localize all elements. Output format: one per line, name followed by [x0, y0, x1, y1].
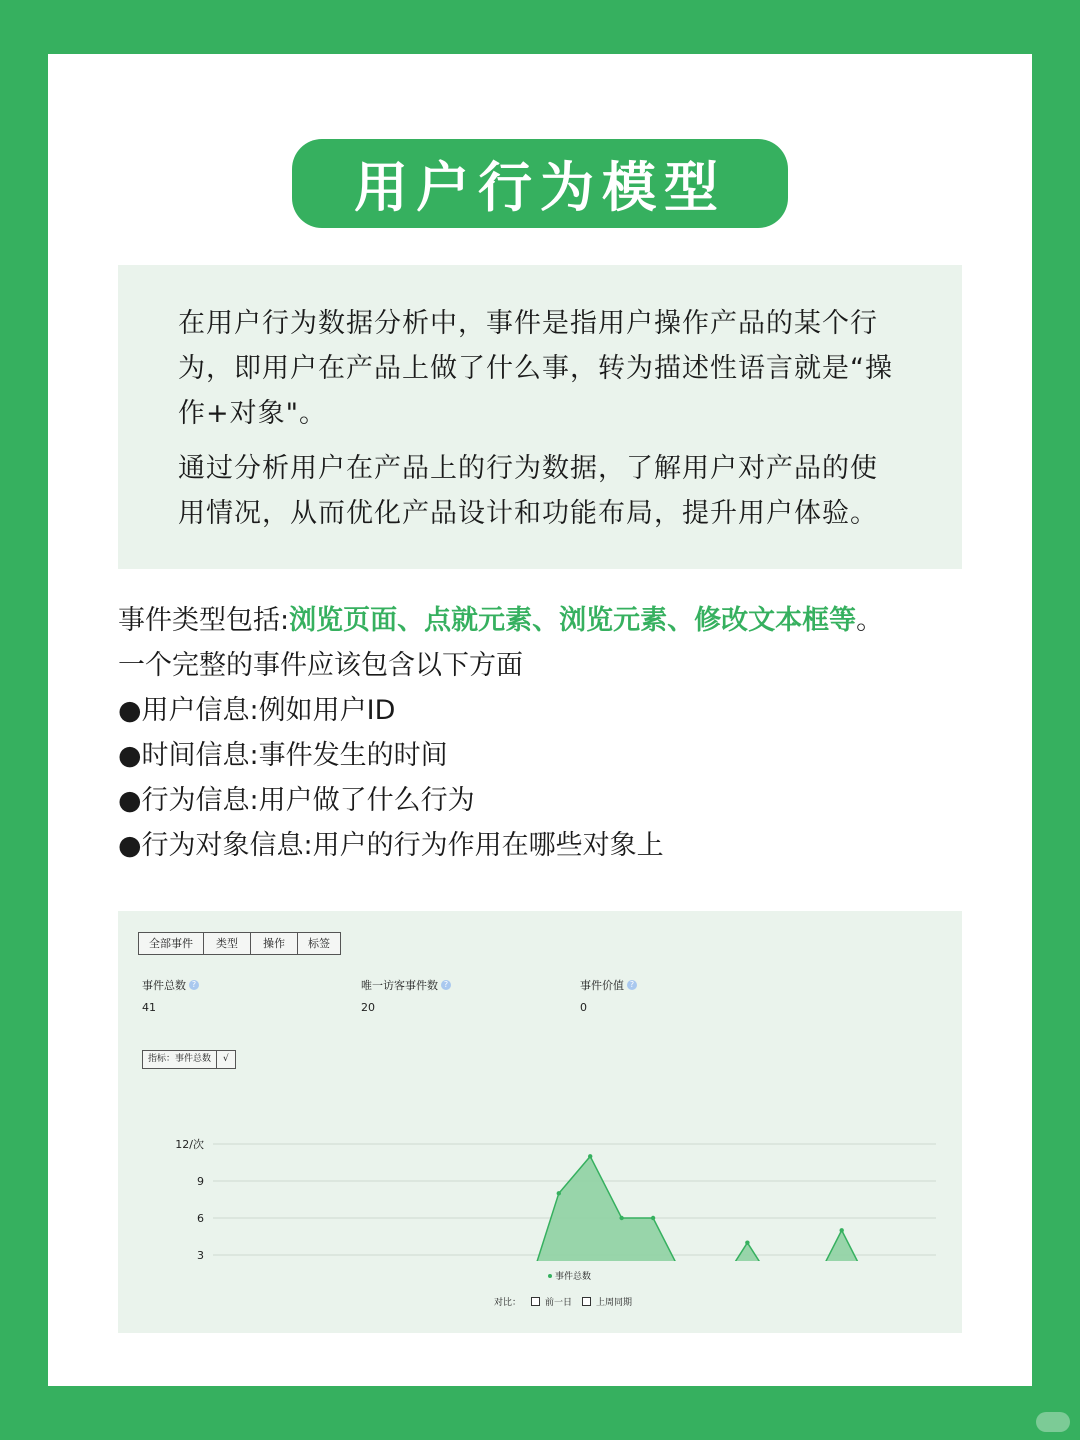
y-tick-label: 3: [197, 1249, 204, 1261]
event-chart: [118, 911, 962, 1261]
metric-value: 0: [580, 1001, 587, 1014]
checkbox-icon[interactable]: [582, 1297, 591, 1306]
intro-paragraph-1: 在用户行为数据分析中，事件是指用户操作产品的某个行为，即用户在产品上做了什么事，转为描述性语言就是“操作+对象"。: [178, 308, 893, 429]
metric-value: 41: [142, 1001, 156, 1014]
y-tick-label: 6: [197, 1212, 204, 1225]
y-axis-label: 12/次: [175, 1138, 204, 1151]
tab-all-events[interactable]: 全部事件: [139, 933, 204, 954]
watermark-badge: [1036, 1412, 1070, 1432]
compare-controls: [494, 1295, 632, 1308]
metric-value: 20: [361, 1001, 375, 1014]
data-point: [619, 1216, 623, 1220]
compare-option-label: 上周同期: [596, 1298, 633, 1308]
event-types-line: [118, 598, 978, 643]
data-point: [588, 1154, 592, 1158]
tab-action[interactable]: 操作: [251, 933, 298, 954]
help-icon[interactable]: ?: [441, 980, 451, 990]
intro-box: [118, 265, 962, 569]
metric-label: 唯一访客事件数: [361, 979, 438, 992]
bullet-time-info: ●时间信息:事件发生的时间: [118, 740, 448, 771]
data-point: [651, 1216, 655, 1220]
data-point: [839, 1228, 843, 1232]
y-tick-label: 9: [197, 1175, 204, 1188]
data-point: [557, 1191, 561, 1195]
page-title: 用户行为模型: [292, 139, 788, 228]
event-types-highlight: 浏览页面、点就元素、浏览元素、修改文本框等: [289, 605, 857, 636]
tab-type[interactable]: 类型: [204, 933, 251, 954]
compare-option-label: 前一日: [545, 1298, 573, 1308]
compare-last-week[interactable]: [582, 1295, 632, 1308]
bullet-user-info: ●用户信息:例如用户ID: [118, 695, 396, 726]
chart-legend[interactable]: [548, 1269, 591, 1282]
metric-label: 事件价值: [580, 979, 624, 992]
event-description: [118, 598, 978, 868]
tab-label[interactable]: 标签: [308, 937, 330, 950]
event-types-prefix: 事件类型包括:: [118, 605, 290, 636]
legend-dot-icon: [548, 1274, 552, 1278]
intro-paragraph-2: 通过分析用户在产品上的行为数据，了解用户对产品的使用情况，从而优化产品设计和功能布局，提升用户体验。: [178, 453, 878, 529]
data-point: [745, 1240, 749, 1244]
series-area: [213, 1156, 936, 1261]
check-icon: √: [216, 1051, 235, 1068]
indicator-label: 指标：事件总数: [148, 1054, 212, 1064]
legend-label: 事件总数: [555, 1272, 592, 1282]
analytics-panel: [118, 911, 962, 1333]
checkbox-icon[interactable]: [531, 1297, 540, 1306]
metric-label: 事件总数: [142, 979, 186, 992]
bullet-object-info: ●行为对象信息:用户的行为作用在哪些对象上: [118, 830, 664, 861]
bullet-action-info: ●行为信息:用户做了什么行为: [118, 785, 475, 816]
event-components-intro: 一个完整的事件应该包含以下方面: [118, 650, 523, 681]
compare-label: 对比：: [494, 1298, 522, 1308]
help-icon[interactable]: ?: [189, 980, 199, 990]
content-card: [48, 54, 1032, 1386]
event-types-suffix: 。: [856, 605, 884, 636]
help-icon[interactable]: ?: [627, 980, 637, 990]
compare-prev-day[interactable]: [531, 1295, 572, 1308]
